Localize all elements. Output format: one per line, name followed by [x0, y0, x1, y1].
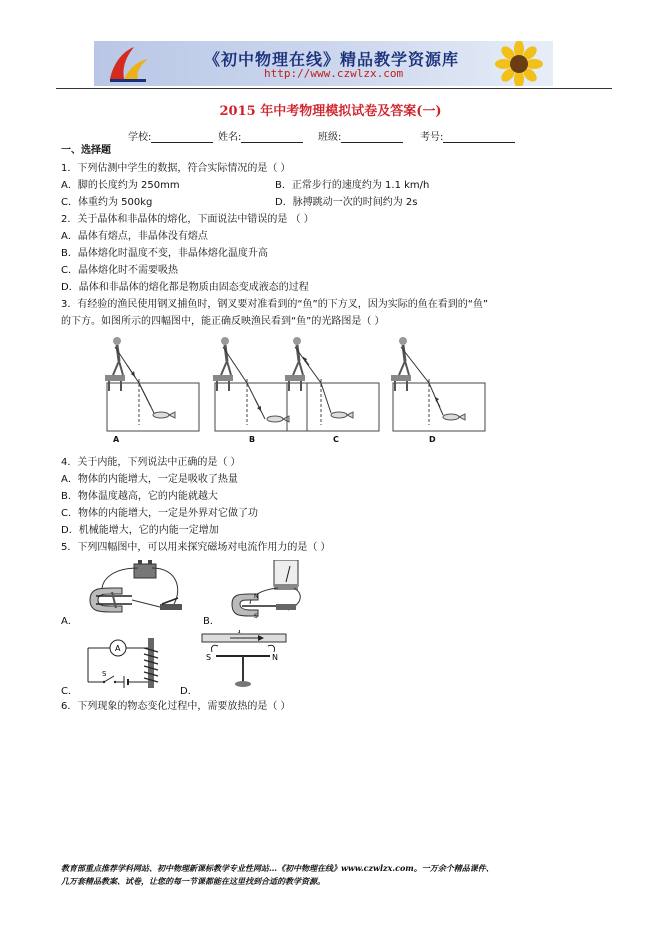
q1-option-c[interactable]: C．体重约为 500kg	[61, 197, 153, 208]
q2-option-d[interactable]: D．晶体和非晶体的熔化都是物质由固态变成液态的过程	[61, 282, 309, 293]
q2-option-a[interactable]: A．晶体有熔点，非晶体没有熔点	[61, 231, 208, 242]
q3-stem-line1: 3．有经验的渔民使用钢叉捕鱼时，钢叉要对准看到的“鱼”的下方叉，因为实际的鱼在看到的“鱼”	[61, 299, 489, 310]
q3-figure-c[interactable]	[285, 335, 385, 444]
q5-label-b: B．	[203, 616, 220, 627]
school-field[interactable]	[128, 128, 213, 143]
page-footer	[61, 862, 606, 888]
q6-stem: 6．下列现象的物态变化过程中，需要放热的是（ ）	[61, 701, 291, 712]
q3-label-b: B	[249, 435, 256, 444]
q4-option-a[interactable]: A．物体的内能增大，一定是吸收了热量	[61, 474, 238, 485]
name-label: 姓名:	[218, 132, 242, 143]
page-title: 2015 年中考物理模拟试卷及答案(一)	[219, 104, 442, 119]
q3-figure-d[interactable]	[391, 335, 491, 444]
header-divider	[56, 88, 612, 89]
q4-option-b[interactable]: B．物体温度越高，它的内能就越大	[61, 491, 218, 502]
galvanometer-circuit-icon	[228, 560, 318, 622]
q3-label-d: D	[429, 435, 436, 444]
fisherman-diagram-icon	[105, 335, 205, 435]
footer-line2: 几万套精品教案、试卷，让您的每一节课都能在这里找到合适的教学资源。	[61, 876, 325, 886]
q4-option-d[interactable]: D．机械能增大，它的内能一定增加	[61, 525, 219, 536]
q4-option-c[interactable]: C．物体的内能增大，一定是外界对它做了功	[61, 508, 258, 519]
school-label: 学校:	[128, 132, 152, 143]
needle-north-label: N	[272, 653, 278, 662]
q3-label-c: C	[333, 435, 339, 444]
site-logo-icon	[104, 43, 152, 83]
name-field[interactable]	[218, 128, 303, 143]
class-label: 班级:	[318, 132, 342, 143]
oersted-experiment-icon	[200, 630, 290, 692]
exam-number-label: 考号:	[420, 132, 444, 143]
ammeter-label: A	[115, 644, 121, 653]
magnet-rail-circuit-icon	[82, 560, 192, 625]
switch-label: S	[102, 670, 107, 678]
section-title: 一、选择题	[61, 145, 111, 156]
banner-title: 《初中物理在线》精品教学资源库	[204, 50, 460, 69]
q3-stem-line2: 的下方。如图所示的四幅图中，能正确反映渔民看到“鱼”的光路图是（ ）	[61, 316, 385, 327]
fisherman-diagram-icon	[391, 335, 491, 435]
q5b-magnet-s: S	[254, 613, 258, 620]
q1-option-b[interactable]: B．正常步行的速度约为 1.1 km/h	[275, 180, 430, 191]
q1-option-a[interactable]: A．脚的长度约为 250mm	[61, 180, 180, 191]
q3-label-a: A	[113, 435, 120, 444]
q4-stem: 4．关于内能，下列说法中正确的是（ ）	[61, 457, 241, 468]
current-label: I	[238, 630, 242, 635]
q5-label-d: D．	[180, 686, 198, 697]
q1-stem: 1．下列估测中学生的数据，符合实际情况的是（ ）	[61, 163, 291, 174]
electromagnet-circuit-icon	[84, 632, 174, 692]
needle-south-label: S	[206, 653, 212, 662]
q5-label-c: C．	[61, 686, 78, 697]
q5-stem: 5．下列四幅图中，可以用来探究磁场对电流作用力的是（ ）	[61, 542, 331, 553]
q5b-magnet-n: N	[254, 593, 259, 600]
q5-figure-b[interactable]	[228, 560, 318, 626]
q5-label-a: A．	[61, 616, 78, 627]
q5-figure-c[interactable]	[84, 632, 174, 696]
q5-figure-a[interactable]	[82, 560, 192, 629]
sunflower-icon	[489, 41, 549, 86]
q1-option-d[interactable]: D．脉搏跳动一次的时间约为 2s	[275, 197, 418, 208]
q3-figure-a[interactable]	[105, 335, 205, 444]
q2-option-b[interactable]: B．晶体熔化时温度不变，非晶体熔化温度升高	[61, 248, 268, 259]
exam-number-field[interactable]	[420, 128, 515, 143]
q2-option-c[interactable]: C．晶体熔化时不需要吸热	[61, 265, 178, 276]
banner-url[interactable]: http://www.czwlzx.com	[264, 67, 404, 80]
header-banner	[94, 41, 553, 86]
q2-stem: 2．关于晶体和非晶体的熔化，下面说法中错误的是 （ ）	[61, 214, 314, 225]
q5-figure-d[interactable]	[200, 630, 290, 696]
class-field[interactable]	[318, 128, 403, 143]
footer-line1: 教育部重点推荐学科网站、初中物理新课标教学专业性网站…《初中物理在线》www.czwlzx.com。一万余个精品课件、	[61, 863, 494, 873]
fisherman-diagram-icon	[285, 335, 385, 435]
